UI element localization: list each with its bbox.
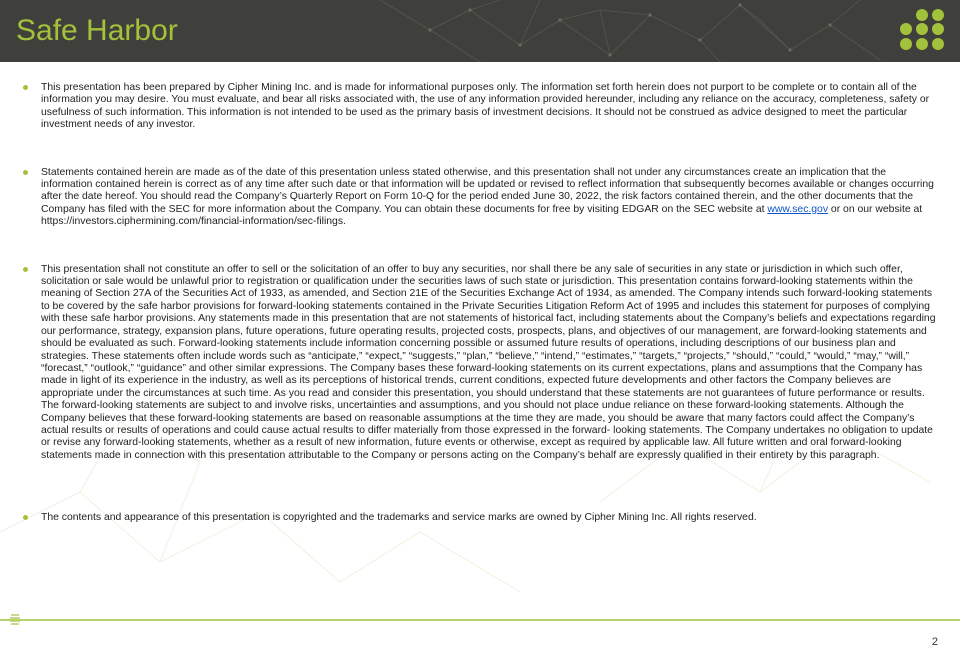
bullet-text: Statements contained herein are made as of the date of this presentation unless stated otherwise, and this presentation shall not under any circumstances create an implication that the information contained herein is correct as of any time after such date or that information will be updated or revised to reflect information that subsequently becomes available or changes occurring after the date hereof. You should read the Company’s Quarterly Report on Form 10-Q for the period ended June 30, 2022, the risk factors contained therein, and the other documents that the Company has filed with the SEC for more information about the Company. You can obtain these documents for free by visiting EDGAR on the SEC website at xyxy=(41,166,934,215)
page-title: Safe Harbor xyxy=(16,14,178,47)
cipher-logo-icon xyxy=(898,8,946,54)
slide-header xyxy=(0,0,960,62)
page-number: 2 xyxy=(931,636,938,648)
sec-gov-link[interactable]: www.sec.gov xyxy=(767,203,829,215)
disclaimer-bullet-informational xyxy=(20,82,940,132)
disclaimer-bullet-forward-looking xyxy=(20,264,940,463)
bullet-text-continued: or on our website at https://investors.ciphermining.com/financial-information/sec-filings. xyxy=(41,203,923,228)
disclaimer-bullet-copyright xyxy=(20,512,940,524)
bullet-text: This presentation has been prepared by Cipher Mining Inc. and is made for informational purposes only. The information set forth herein does not purport to be complete or to contain all of the information you may desire. You must evaluate, and bear all risks associated with, the use of any information provided hereunder, including any reliance on the accuracy, completeness, safety or usefulness of such information. This information is not intended to be used as the primary basis of investment decisions. It should not be construed as advice designed to meet the particular investment needs of any investor. xyxy=(41,82,930,131)
bullet-dot-icon xyxy=(23,515,28,520)
bullet-dot-icon xyxy=(23,85,28,90)
bullet-text: The contents and appearance of this presentation is copyrighted and the trademarks and service marks are owned by Cipher Mining Inc. All rights reserved. xyxy=(41,512,757,524)
disclaimer-bullet-statements-date xyxy=(20,167,940,229)
bullet-text: This presentation shall not constitute an offer to sell or the solicitation of an offer to buy any securities, nor shall there be any sale of securities in any state or jurisdiction in which such offer, solicitation or sale would be unlawful prior to registration or qualification under the securities laws of such state or jurisdiction. This presentation contains forward-looking statements within the meaning of Section 27A of the Securities Act of 1933, as amended, and Section 21E of the Securities Exchange Act of 1934, as amended. The Company intends such forward-looking statements to be covered by the safe harbor provisions for forward-looking statements contained in the Private Securities Litigation Reform Act of 1995 and includes this statement for purposes of complying with these safe harbor provisions. Any statements made in this presentation that are not statements of historical fact, including statements about the Company’s beliefs and expectations regarding our performance, strategy, expansion plans, future operations, future operating results, projected costs, prospects, plans, and objectives of our management, are forward-looking statements and should be evaluated as such. Forward-looking statements include information concerning possible or assumed future results of operations, including descriptions of our business plan and strategies. These statements often include words such as “anticipate,” “expect,” “suggests,” “plan,” “believe,” “intend,” “estimates,” “targets,” “projects,” “should,” “could,” “would,” “may,” “will,” “forecast,” “outlook,” “guidance” and other similar expressions. The Company bases these forward-looking statements on its current expectations, plans and assumptions that the Company has made in light of its experience in the industry, as well as its perceptions of historical trends, current conditions, expected future developments and other factors the Company believes are appropriate under the circumstances at such time. As you read and consider this presentation, you should understand that these statements are not guarantees of future performance or results. The forward-looking statements are subject to and involve risks, uncertainties and assumptions, and you should not place undue reliance on these forward-looking statements. Although the Company believes that these forward-looking statements are based on reasonable assumptions at the time they are made, you should be aware that many factors could affect the Company’s actual results or results of operations and could cause actual results to differ materially from those expressed in the forward- looking statements. The Company undertakes no obligation to update or revise any forward-looking statements, whether as a result of new information, future events or otherwise, except as required by applicable law. All future written and oral forward-looking statements made in connection with this presentation attributable to the Company or persons acting on the Company’s behalf are expressly qualified in their entirety by this paragraph. xyxy=(41,263,936,461)
footer-divider xyxy=(0,619,960,621)
bullet-dot-icon xyxy=(23,267,28,272)
disclaimer-content xyxy=(20,82,940,525)
bullet-dot-icon xyxy=(23,170,28,175)
